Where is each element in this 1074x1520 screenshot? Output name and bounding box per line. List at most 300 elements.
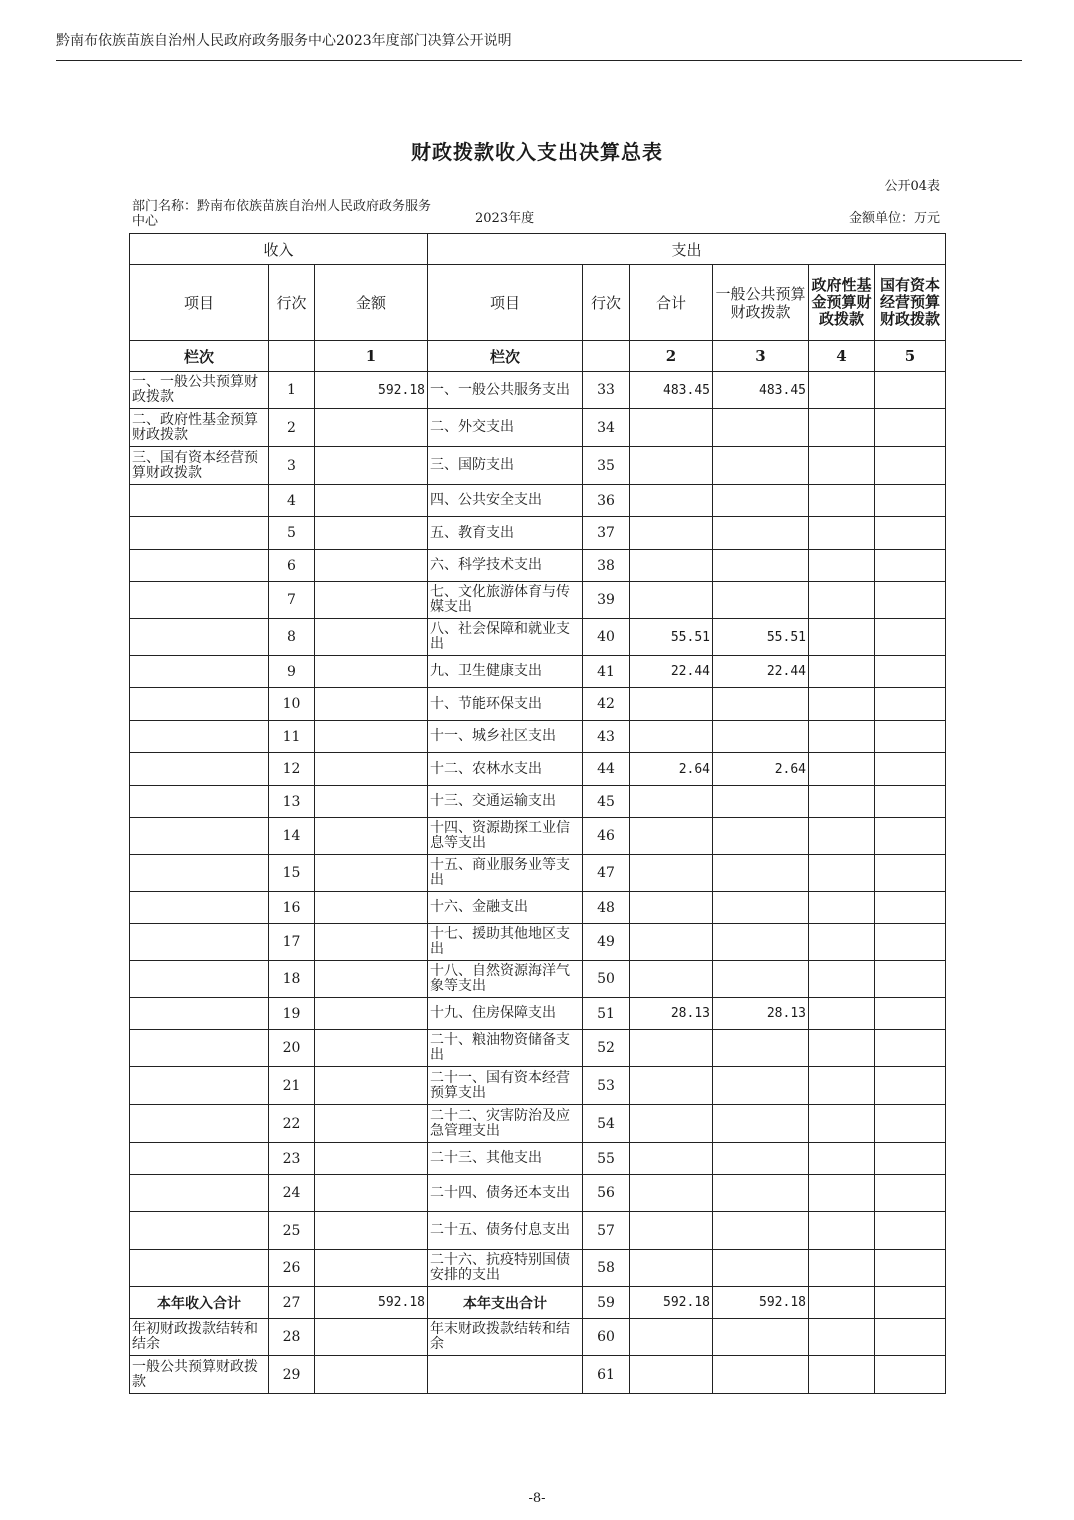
income-item: 三、国有资本经营预算财政拨款 xyxy=(130,447,269,485)
expense-row-no: 43 xyxy=(583,721,630,753)
expense-gov-fund xyxy=(809,619,875,656)
expense-row-no: 60 xyxy=(583,1319,630,1356)
expense-state-capital xyxy=(875,1143,946,1175)
expense-general-budget xyxy=(713,892,809,924)
table-row xyxy=(130,409,946,447)
income-amount xyxy=(315,1067,428,1105)
col-amount: 金额 xyxy=(315,265,428,341)
expense-general-budget xyxy=(713,721,809,753)
income-row-no: 20 xyxy=(269,1030,315,1067)
income-amount xyxy=(315,688,428,721)
table-row xyxy=(130,818,946,855)
expense-state-capital xyxy=(875,688,946,721)
expense-state-capital xyxy=(875,517,946,550)
expense-item: 十、节能环保支出 xyxy=(428,688,583,721)
expense-state-capital xyxy=(875,1250,946,1287)
table-row xyxy=(130,1143,946,1175)
expense-row-no: 37 xyxy=(583,517,630,550)
expense-general-budget: 2.64 xyxy=(713,753,809,786)
expense-total: 22.44 xyxy=(630,656,713,688)
expense-item: 八、社会保障和就业支出 xyxy=(428,619,583,656)
expense-item: 十二、农林水支出 xyxy=(428,753,583,786)
expense-total xyxy=(630,447,713,485)
expense-item: 二十一、国有资本经营预算支出 xyxy=(428,1067,583,1105)
expense-gov-fund xyxy=(809,1356,875,1394)
expense-row-no: 53 xyxy=(583,1067,630,1105)
expense-general-budget xyxy=(713,688,809,721)
col-gov-fund: 政府性基金预算财政拨款 xyxy=(809,265,875,341)
col-index-1: 1 xyxy=(315,341,428,372)
expense-state-capital xyxy=(875,1067,946,1105)
expense-item: 本年支出合计 xyxy=(428,1287,583,1319)
expense-row-no: 42 xyxy=(583,688,630,721)
expense-gov-fund xyxy=(809,1105,875,1143)
expense-state-capital xyxy=(875,1356,946,1394)
income-item xyxy=(130,619,269,656)
income-row-no: 7 xyxy=(269,582,315,619)
income-row-no: 23 xyxy=(269,1143,315,1175)
expense-row-no: 39 xyxy=(583,582,630,619)
expense-general-budget xyxy=(713,409,809,447)
expense-item: 四、公共安全支出 xyxy=(428,485,583,517)
expense-row-no: 50 xyxy=(583,961,630,998)
expense-gov-fund xyxy=(809,447,875,485)
expense-general-budget xyxy=(713,855,809,892)
expense-total xyxy=(630,721,713,753)
expense-gov-fund xyxy=(809,924,875,961)
income-row-no: 27 xyxy=(269,1287,315,1319)
expense-item: 十六、金融支出 xyxy=(428,892,583,924)
expense-row-no: 46 xyxy=(583,818,630,855)
expense-row-no: 54 xyxy=(583,1105,630,1143)
income-item xyxy=(130,1105,269,1143)
col-index-3: 3 xyxy=(713,341,809,372)
income-amount xyxy=(315,656,428,688)
income-item xyxy=(130,786,269,818)
expense-state-capital xyxy=(875,1287,946,1319)
expense-state-capital xyxy=(875,1175,946,1212)
expense-gov-fund xyxy=(809,818,875,855)
income-amount xyxy=(315,753,428,786)
expense-gov-fund xyxy=(809,1212,875,1250)
income-item xyxy=(130,892,269,924)
income-item xyxy=(130,656,269,688)
expense-gov-fund xyxy=(809,582,875,619)
expense-item xyxy=(428,1356,583,1394)
table-row xyxy=(130,656,946,688)
income-row-no: 24 xyxy=(269,1175,315,1212)
expense-gov-fund xyxy=(809,485,875,517)
form-code: 公开04表 xyxy=(884,179,940,194)
income-amount xyxy=(315,1212,428,1250)
expense-general-budget xyxy=(713,961,809,998)
expense-total xyxy=(630,1067,713,1105)
expense-general-budget xyxy=(713,517,809,550)
table-row xyxy=(130,961,946,998)
expense-item: 二十、粮油物资储备支出 xyxy=(428,1030,583,1067)
expense-item: 十九、住房保障支出 xyxy=(428,998,583,1030)
income-amount xyxy=(315,892,428,924)
col-index-blank-expense xyxy=(583,341,630,372)
expense-item: 二、外交支出 xyxy=(428,409,583,447)
expense-total xyxy=(630,1250,713,1287)
expense-gov-fund xyxy=(809,656,875,688)
page-header: 黔南布依族苗族自治州人民政府政务服务中心2023年度部门决算公开说明 xyxy=(56,30,1022,61)
expense-row-no: 48 xyxy=(583,892,630,924)
expense-row-no: 61 xyxy=(583,1356,630,1394)
expense-state-capital xyxy=(875,924,946,961)
table-row xyxy=(130,688,946,721)
expense-row-no: 41 xyxy=(583,656,630,688)
expense-gov-fund xyxy=(809,961,875,998)
expense-gov-fund xyxy=(809,550,875,582)
income-amount xyxy=(315,550,428,582)
expense-total xyxy=(630,409,713,447)
expense-total xyxy=(630,688,713,721)
income-amount xyxy=(315,582,428,619)
income-amount xyxy=(315,1175,428,1212)
income-item: 年初财政拨款结转和结余 xyxy=(130,1319,269,1356)
table-row xyxy=(130,892,946,924)
col-item-expense: 项目 xyxy=(428,265,583,341)
expense-general-budget xyxy=(713,447,809,485)
expense-total xyxy=(630,550,713,582)
expense-row-no: 47 xyxy=(583,855,630,892)
appropriation-table xyxy=(129,233,946,1394)
expense-row-no: 44 xyxy=(583,753,630,786)
table-row xyxy=(130,1030,946,1067)
expense-item: 二十二、灾害防治及应急管理支出 xyxy=(428,1105,583,1143)
expense-general-budget xyxy=(713,582,809,619)
expense-gov-fund xyxy=(809,1175,875,1212)
expense-state-capital xyxy=(875,1030,946,1067)
income-item xyxy=(130,753,269,786)
expense-total: 483.45 xyxy=(630,372,713,409)
col-index-blank xyxy=(269,341,315,372)
page-number: -8- xyxy=(528,1491,546,1506)
expense-item: 十五、商业服务业等支出 xyxy=(428,855,583,892)
expense-general-budget xyxy=(713,1175,809,1212)
expense-state-capital xyxy=(875,855,946,892)
col-general-budget: 一般公共预算财政拨款 xyxy=(713,265,809,341)
expense-item: 十四、资源勘探工业信息等支出 xyxy=(428,818,583,855)
expense-item: 三、国防支出 xyxy=(428,447,583,485)
income-amount xyxy=(315,1030,428,1067)
income-row-no: 25 xyxy=(269,1212,315,1250)
expense-item: 十一、城乡社区支出 xyxy=(428,721,583,753)
income-amount xyxy=(315,1105,428,1143)
table-row xyxy=(130,582,946,619)
col-item: 项目 xyxy=(130,265,269,341)
expense-item: 二十六、抗疫特别国债安排的支出 xyxy=(428,1250,583,1287)
expense-general-budget xyxy=(713,818,809,855)
expense-total: 2.64 xyxy=(630,753,713,786)
expense-state-capital xyxy=(875,998,946,1030)
amount-unit: 金额单位：万元 xyxy=(848,211,940,226)
table-title: 财政拨款收入支出决算总表 xyxy=(411,140,663,164)
expense-state-capital xyxy=(875,892,946,924)
col-index-4: 4 xyxy=(809,341,875,372)
expense-total xyxy=(630,1030,713,1067)
expense-gov-fund xyxy=(809,1030,875,1067)
income-row-no: 18 xyxy=(269,961,315,998)
expense-total xyxy=(630,924,713,961)
expense-state-capital xyxy=(875,447,946,485)
income-amount xyxy=(315,409,428,447)
expense-row-no: 33 xyxy=(583,372,630,409)
table-row xyxy=(130,998,946,1030)
expense-general-budget: 28.13 xyxy=(713,998,809,1030)
expense-gov-fund xyxy=(809,517,875,550)
expense-total xyxy=(630,786,713,818)
expense-row-no: 57 xyxy=(583,1212,630,1250)
expense-state-capital xyxy=(875,409,946,447)
income-item xyxy=(130,485,269,517)
income-item xyxy=(130,688,269,721)
col-total: 合计 xyxy=(630,265,713,341)
expense-gov-fund xyxy=(809,1143,875,1175)
expense-total xyxy=(630,818,713,855)
table-row xyxy=(130,1175,946,1212)
expense-gov-fund xyxy=(809,372,875,409)
expense-state-capital xyxy=(875,582,946,619)
income-row-no: 10 xyxy=(269,688,315,721)
expense-item: 六、科学技术支出 xyxy=(428,550,583,582)
income-row-no: 11 xyxy=(269,721,315,753)
income-row-no: 8 xyxy=(269,619,315,656)
table-row xyxy=(130,1250,946,1287)
income-item xyxy=(130,1067,269,1105)
table-row xyxy=(130,1105,946,1143)
expense-state-capital xyxy=(875,619,946,656)
income-row-no: 4 xyxy=(269,485,315,517)
col-row-no-expense: 行次 xyxy=(583,265,630,341)
income-amount xyxy=(315,517,428,550)
income-amount xyxy=(315,1319,428,1356)
income-item xyxy=(130,1212,269,1250)
expense-total xyxy=(630,961,713,998)
income-row-no: 2 xyxy=(269,409,315,447)
expense-row-no: 34 xyxy=(583,409,630,447)
table-row xyxy=(130,924,946,961)
expense-item: 五、教育支出 xyxy=(428,517,583,550)
expense-total xyxy=(630,485,713,517)
expense-row-no: 45 xyxy=(583,786,630,818)
income-item xyxy=(130,998,269,1030)
expense-state-capital xyxy=(875,818,946,855)
expense-gov-fund xyxy=(809,753,875,786)
expense-general-budget xyxy=(713,1212,809,1250)
expense-general-budget xyxy=(713,550,809,582)
expense-state-capital xyxy=(875,1105,946,1143)
income-row-no: 19 xyxy=(269,998,315,1030)
income-amount xyxy=(315,447,428,485)
expense-gov-fund xyxy=(809,1250,875,1287)
expense-general-budget: 22.44 xyxy=(713,656,809,688)
expense-item: 十八、自然资源海洋气象等支出 xyxy=(428,961,583,998)
table-row xyxy=(130,1212,946,1250)
income-row-no: 22 xyxy=(269,1105,315,1143)
expense-gov-fund xyxy=(809,1319,875,1356)
expense-gov-fund xyxy=(809,688,875,721)
income-amount xyxy=(315,998,428,1030)
income-item: 一般公共预算财政拨款 xyxy=(130,1356,269,1394)
col-state-capital: 国有资本经营预算财政拨款 xyxy=(875,265,946,341)
col-index-2: 2 xyxy=(630,341,713,372)
expense-total xyxy=(630,1175,713,1212)
income-item xyxy=(130,550,269,582)
expense-general-budget: 55.51 xyxy=(713,619,809,656)
expense-row-no: 36 xyxy=(583,485,630,517)
expense-item: 十三、交通运输支出 xyxy=(428,786,583,818)
income-row-no: 13 xyxy=(269,786,315,818)
income-row-no: 5 xyxy=(269,517,315,550)
expense-total xyxy=(630,517,713,550)
expense-row-no: 51 xyxy=(583,998,630,1030)
expense-general-budget xyxy=(713,485,809,517)
expense-general-budget xyxy=(713,1356,809,1394)
expense-state-capital xyxy=(875,721,946,753)
income-amount xyxy=(315,818,428,855)
table-row xyxy=(130,372,946,409)
fiscal-year: 2023年度 xyxy=(475,211,535,226)
table-row xyxy=(130,1319,946,1356)
expense-item: 九、卫生健康支出 xyxy=(428,656,583,688)
expense-row-no: 56 xyxy=(583,1175,630,1212)
income-amount xyxy=(315,721,428,753)
table-row xyxy=(130,619,946,656)
income-item xyxy=(130,961,269,998)
income-row-no: 12 xyxy=(269,753,315,786)
table-row xyxy=(130,517,946,550)
income-amount xyxy=(315,924,428,961)
income-row-no: 26 xyxy=(269,1250,315,1287)
income-item xyxy=(130,818,269,855)
expense-state-capital xyxy=(875,485,946,517)
expense-state-capital xyxy=(875,372,946,409)
expense-item: 二十五、债务付息支出 xyxy=(428,1212,583,1250)
expense-item: 十七、援助其他地区支出 xyxy=(428,924,583,961)
expense-total xyxy=(630,855,713,892)
income-item xyxy=(130,1143,269,1175)
expense-row-no: 52 xyxy=(583,1030,630,1067)
expense-row-no: 40 xyxy=(583,619,630,656)
department-name: 部门名称：黔南布依族苗族自治州人民政府政务服务中心 xyxy=(132,199,432,229)
income-item xyxy=(130,1250,269,1287)
income-amount: 592.18 xyxy=(315,1287,428,1319)
income-amount xyxy=(315,961,428,998)
expense-row-no: 55 xyxy=(583,1143,630,1175)
expense-state-capital xyxy=(875,786,946,818)
income-item xyxy=(130,1030,269,1067)
income-amount: 592.18 xyxy=(315,372,428,409)
expense-total xyxy=(630,892,713,924)
income-amount xyxy=(315,1143,428,1175)
expense-item: 二十四、债务还本支出 xyxy=(428,1175,583,1212)
table-row xyxy=(130,1287,946,1319)
expense-total xyxy=(630,1356,713,1394)
income-row-no: 15 xyxy=(269,855,315,892)
income-row-no: 1 xyxy=(269,372,315,409)
table-row xyxy=(130,753,946,786)
expense-item: 年末财政拨款结转和结余 xyxy=(428,1319,583,1356)
income-item xyxy=(130,721,269,753)
income-row-no: 14 xyxy=(269,818,315,855)
expense-total xyxy=(630,1105,713,1143)
income-row-no: 9 xyxy=(269,656,315,688)
expense-total xyxy=(630,582,713,619)
expense-general-budget xyxy=(713,786,809,818)
income-row-no: 3 xyxy=(269,447,315,485)
expense-gov-fund xyxy=(809,1287,875,1319)
expense-gov-fund xyxy=(809,1067,875,1105)
expense-general-budget xyxy=(713,1105,809,1143)
table-row xyxy=(130,550,946,582)
expense-state-capital xyxy=(875,550,946,582)
income-header: 收入 xyxy=(130,234,428,265)
income-row-no: 28 xyxy=(269,1319,315,1356)
expense-row-no: 35 xyxy=(583,447,630,485)
expense-general-budget: 592.18 xyxy=(713,1287,809,1319)
income-item: 一、一般公共预算财政拨款 xyxy=(130,372,269,409)
col-index-5: 5 xyxy=(875,341,946,372)
income-item xyxy=(130,1175,269,1212)
col-index-label: 栏次 xyxy=(130,341,269,372)
table-row xyxy=(130,1067,946,1105)
expense-item: 七、文化旅游体育与传媒支出 xyxy=(428,582,583,619)
income-item xyxy=(130,855,269,892)
expense-state-capital xyxy=(875,1212,946,1250)
income-amount xyxy=(315,485,428,517)
expense-general-budget xyxy=(713,1250,809,1287)
income-amount xyxy=(315,1356,428,1394)
expense-total: 55.51 xyxy=(630,619,713,656)
income-amount xyxy=(315,855,428,892)
income-item xyxy=(130,517,269,550)
income-row-no: 16 xyxy=(269,892,315,924)
table-row xyxy=(130,447,946,485)
expense-gov-fund xyxy=(809,892,875,924)
expense-gov-fund xyxy=(809,409,875,447)
income-item xyxy=(130,924,269,961)
expense-row-no: 49 xyxy=(583,924,630,961)
expense-row-no: 58 xyxy=(583,1250,630,1287)
table-row xyxy=(130,485,946,517)
expense-row-no: 38 xyxy=(583,550,630,582)
income-item: 本年收入合计 xyxy=(130,1287,269,1319)
table-row xyxy=(130,855,946,892)
table-row xyxy=(130,1356,946,1394)
expense-row-no: 59 xyxy=(583,1287,630,1319)
expense-state-capital xyxy=(875,961,946,998)
expense-total xyxy=(630,1212,713,1250)
expense-general-budget: 483.45 xyxy=(713,372,809,409)
expense-gov-fund xyxy=(809,786,875,818)
expense-gov-fund xyxy=(809,721,875,753)
expense-state-capital xyxy=(875,753,946,786)
income-row-no: 29 xyxy=(269,1356,315,1394)
income-amount xyxy=(315,786,428,818)
expense-item: 二十三、其他支出 xyxy=(428,1143,583,1175)
expense-gov-fund xyxy=(809,998,875,1030)
expense-item: 一、一般公共服务支出 xyxy=(428,372,583,409)
expense-state-capital xyxy=(875,1319,946,1356)
col-row-no: 行次 xyxy=(269,265,315,341)
expense-general-budget xyxy=(713,924,809,961)
col-index-label-expense: 栏次 xyxy=(428,341,583,372)
income-amount xyxy=(315,1250,428,1287)
expense-gov-fund xyxy=(809,855,875,892)
